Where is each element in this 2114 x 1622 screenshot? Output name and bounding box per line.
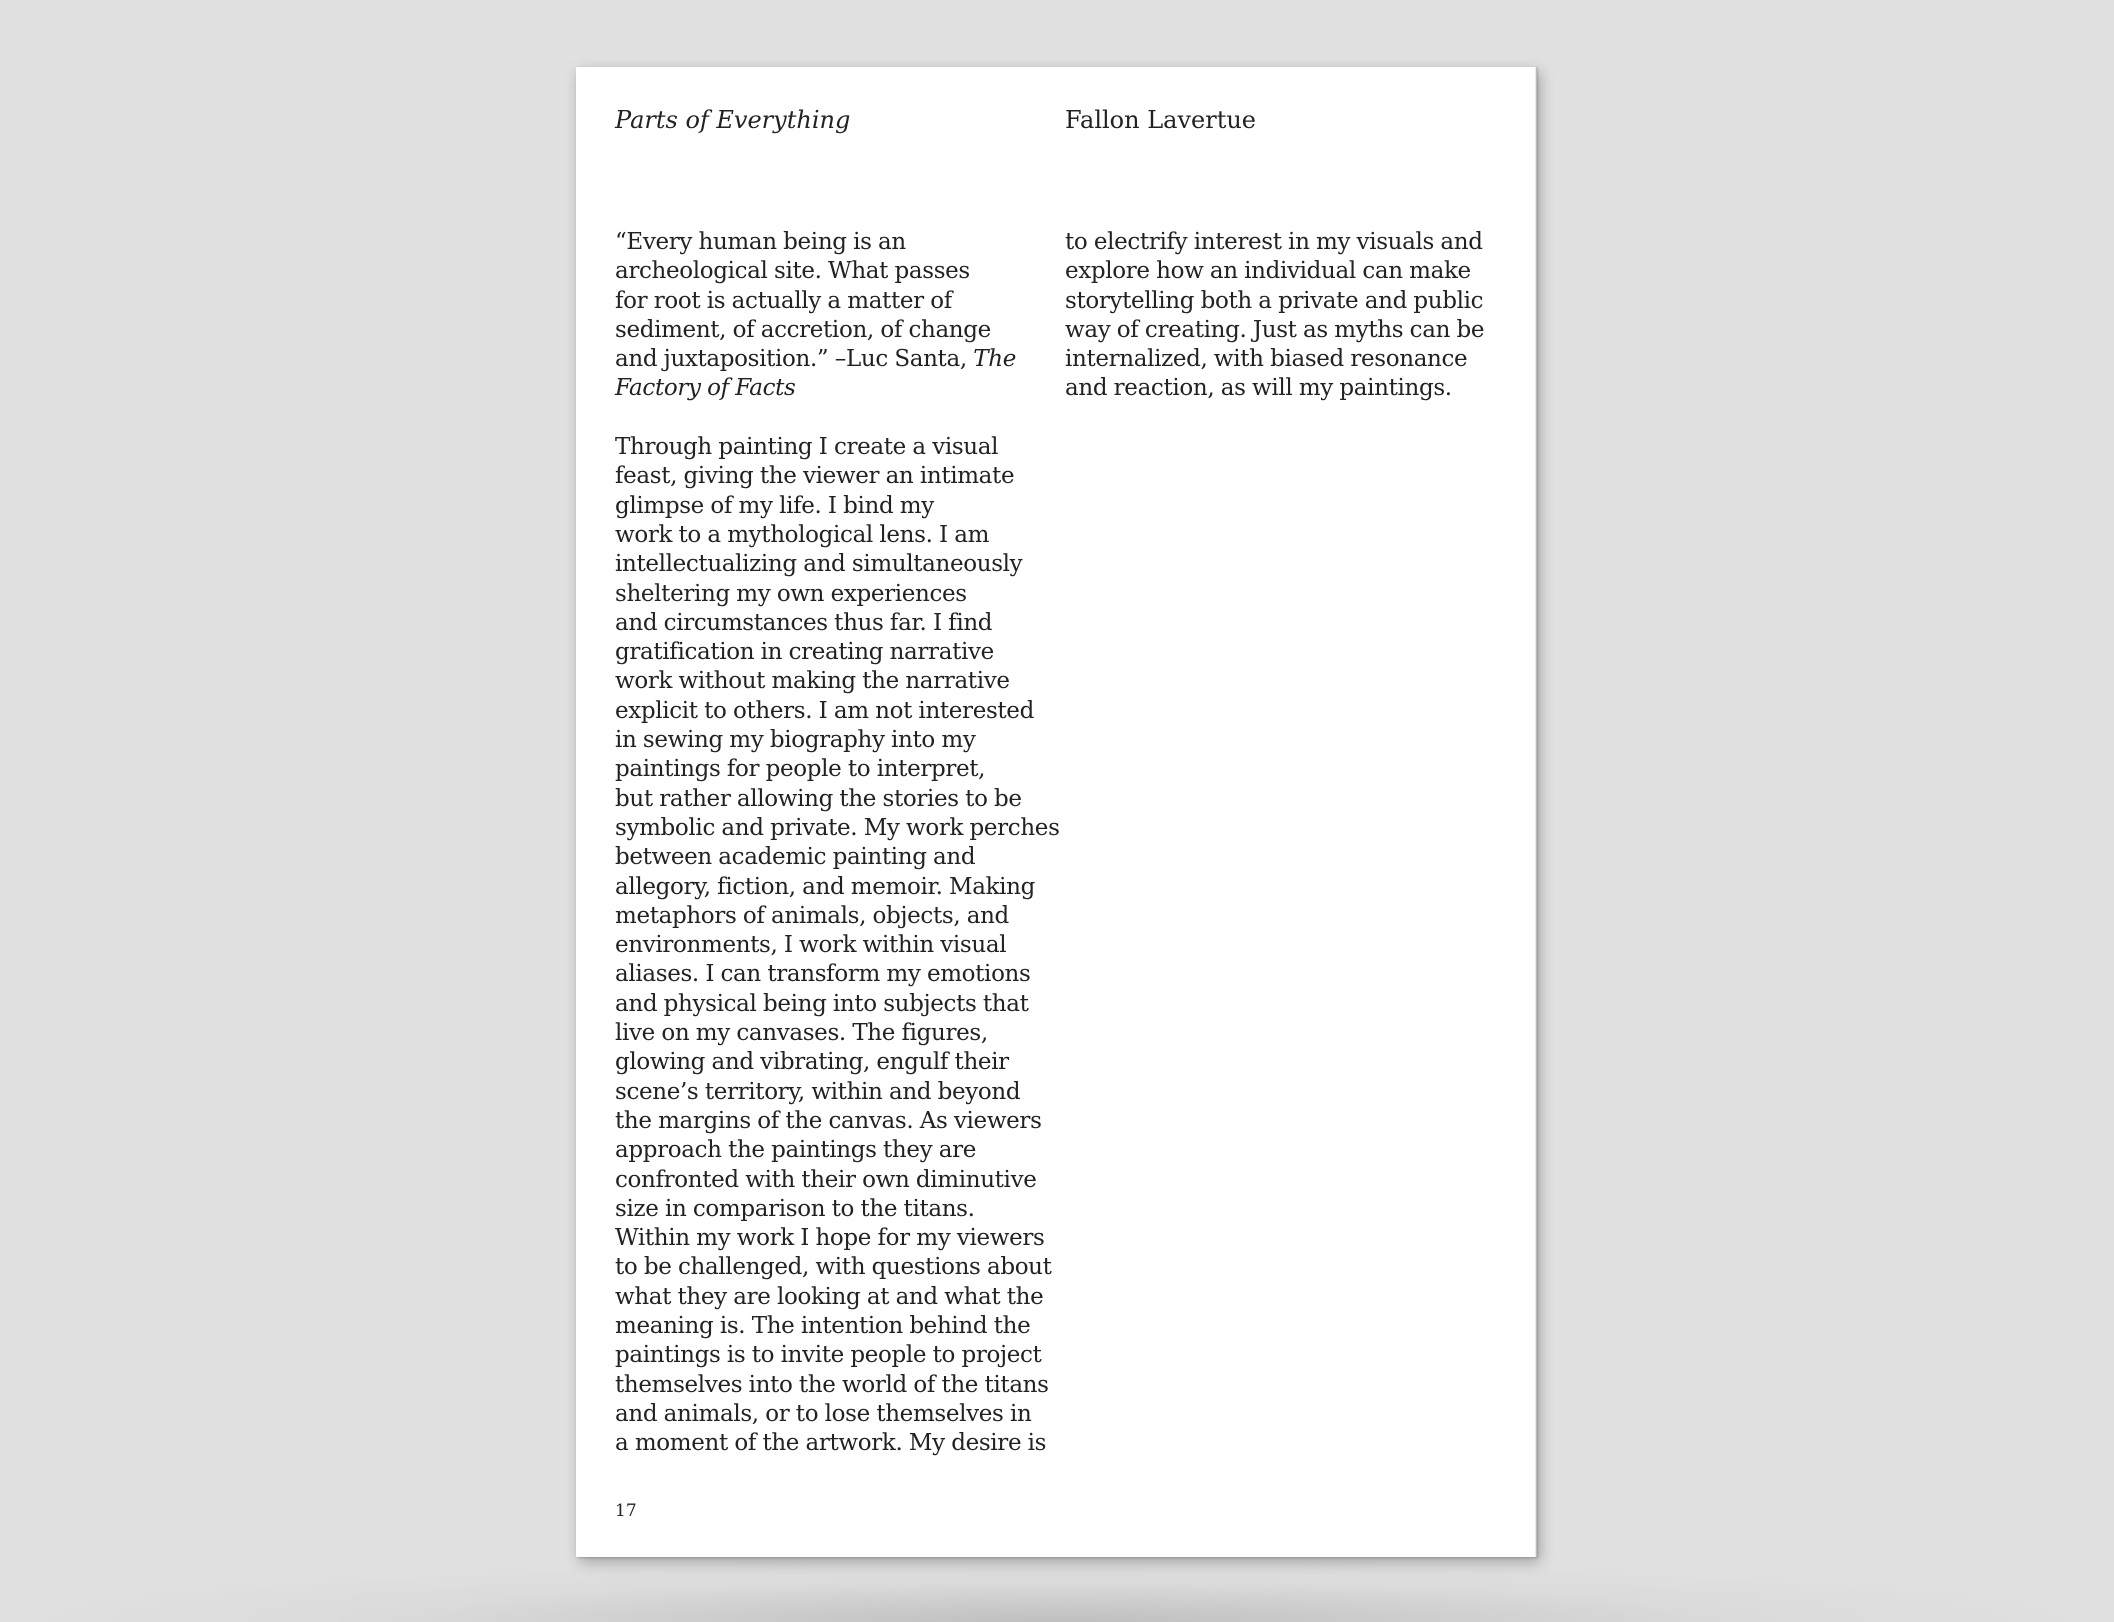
body-text-line: work to a mythological lens. I am [615, 521, 990, 548]
right-column [1065, 228, 1495, 404]
page-number: 17 [615, 1501, 637, 1521]
epigraph-line: archeological site. What passes [615, 258, 970, 285]
body-text-line: to electrify interest in my visuals and [1065, 229, 1483, 255]
epigraph-attribution-line [615, 345, 1045, 374]
book-page [576, 67, 1537, 1557]
body-text-line: glimpse of my life. I bind my [615, 492, 934, 519]
body-text-line: approach the paintings they are [615, 1137, 976, 1164]
body-text-line: explore how an individual can make [1065, 258, 1471, 285]
body-text-line: allegory, fiction, and memoir. Making [615, 873, 1036, 900]
surface-shadow [0, 1560, 2114, 1622]
body-text-right [1065, 228, 1495, 404]
running-head-title: Parts of Everything [615, 106, 851, 134]
body-text-line: way of creating. Just as myths can be [1065, 316, 1485, 343]
epigraph-source-title: The [973, 346, 1016, 373]
body-text-line: internalized, with biased resonance [1065, 346, 1468, 373]
body-text-line: environments, I work within visual [615, 932, 1007, 959]
body-text-line: aliases. I can transform my emotions [615, 961, 1031, 988]
body-text-line: size in comparison to the titans. [615, 1195, 975, 1222]
running-head-author: Fallon Lavertue [1065, 106, 1257, 134]
body-text-line: Through painting I create a visual [615, 434, 999, 461]
body-text-line: storytelling both a private and public [1065, 287, 1484, 314]
body-text-line: and physical being into subjects that [615, 990, 1029, 1017]
epigraph [615, 228, 1045, 404]
body-text-line: between academic painting and [615, 844, 976, 871]
body-text-line: and animals, or to lose themselves in [615, 1400, 1032, 1427]
body-text-line: live on my canvases. The figures, [615, 1020, 988, 1047]
body-text-line: paintings is to invite people to project [615, 1342, 1042, 1369]
body-text-line: scene’s territory, within and beyond [615, 1078, 1021, 1105]
body-text-line: Within my work I hope for my viewers [615, 1225, 1045, 1252]
body-text-line: glowing and vibrating, engulf their [615, 1049, 1009, 1076]
body-text-line: intellectualizing and simultaneously [615, 551, 1023, 578]
body-text-line: explicit to others. I am not interested [615, 697, 1034, 724]
epigraph-line: sediment, of accretion, of change [615, 316, 991, 343]
body-text-line: and reaction, as will my paintings. [1065, 375, 1452, 402]
body-text-line: but rather allowing the stories to be [615, 785, 1022, 812]
body-text-line: paintings for people to interpret, [615, 756, 986, 783]
body-text-line: and circumstances thus far. I find [615, 609, 993, 636]
body-text-line: themselves into the world of the titans [615, 1371, 1049, 1398]
body-text-line: what they are looking at and what the [615, 1283, 1044, 1310]
body-text-line: gratification in creating narrative [615, 639, 994, 666]
body-text-line: confronted with their own diminutive [615, 1166, 1037, 1193]
body-text-line: a moment of the artwork. My desire is [615, 1430, 1047, 1457]
body-text-line: to be challenged, with questions about [615, 1254, 1052, 1281]
epigraph-line: for root is actually a matter of [615, 287, 952, 314]
body-text-left [615, 433, 1060, 1458]
paragraph-gap [615, 404, 1045, 433]
body-text-line: work without making the narrative [615, 668, 1010, 695]
body-text-line: the margins of the canvas. As viewers [615, 1107, 1042, 1134]
body-text-line: symbolic and private. My work perches [615, 814, 1060, 841]
epigraph-attribution: and juxtaposition.” –Luc Santa, [615, 346, 974, 373]
body-text-line: meaning is. The intention behind the [615, 1312, 1031, 1339]
left-column [615, 228, 1060, 1458]
epigraph-line: “Every human being is an [615, 229, 906, 255]
epigraph-source-line [615, 374, 1045, 403]
body-text-line: sheltering my own experiences [615, 580, 967, 607]
body-text-line: in sewing my biography into my [615, 727, 976, 754]
epigraph-source-title-cont: Factory of Facts [615, 375, 796, 402]
body-text-line: feast, giving the viewer an intimate [615, 463, 1015, 490]
body-text-line: metaphors of animals, objects, and [615, 902, 1009, 929]
